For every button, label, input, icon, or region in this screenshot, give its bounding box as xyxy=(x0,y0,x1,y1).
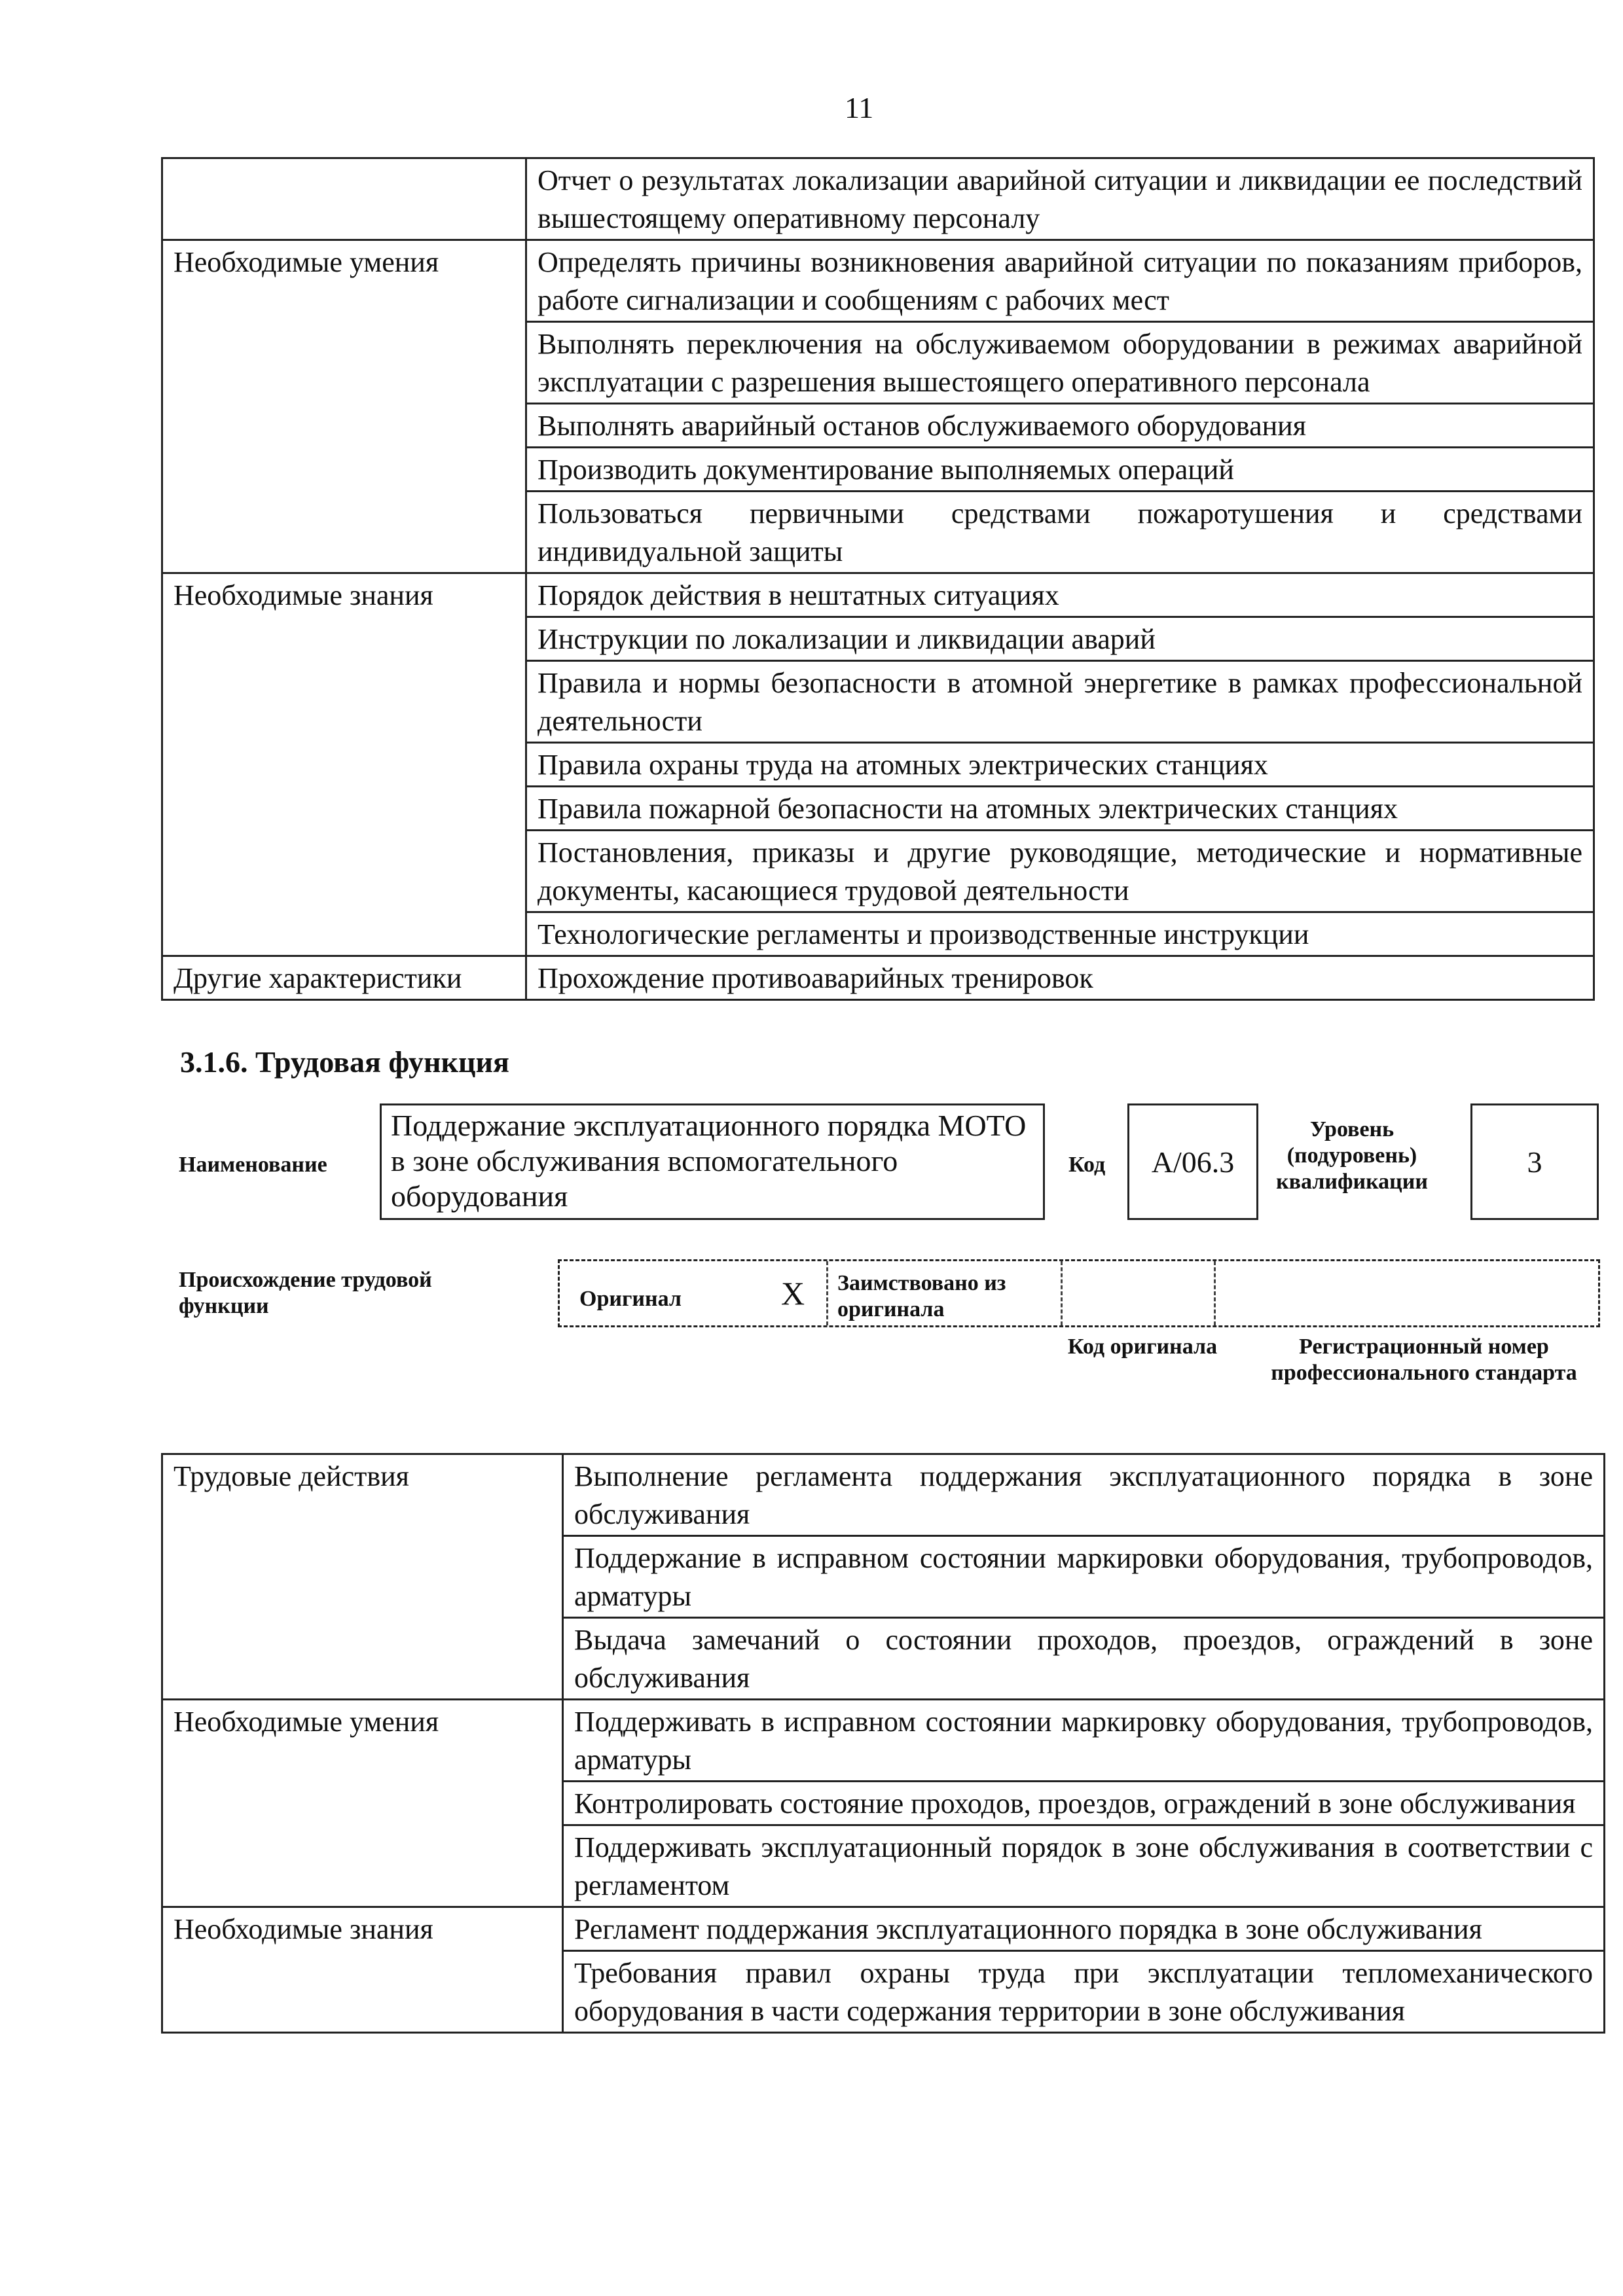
origin-original-cell xyxy=(560,1261,828,1325)
origin-code-cell xyxy=(1063,1261,1216,1325)
section-title: 3.1.6. Трудовая функция xyxy=(180,1045,509,1079)
name-label: Наименование xyxy=(179,1153,327,1177)
table-row xyxy=(162,1700,1605,1782)
row-group-label: Необходимые знания xyxy=(162,1907,563,2033)
row-item-text: Выполнение регламента поддержания эксплуатационного порядка в зоне обслуживания xyxy=(563,1454,1605,1536)
requirements-table-2 xyxy=(161,1453,1605,2034)
reg-number-caption: Регистрационный номер профессионального стандарта xyxy=(1271,1335,1577,1385)
row-item-text: Пользоваться первичными средствами пожаротушения и средствами индивидуальной защиты xyxy=(526,492,1594,573)
borrowed-label: Заимствовано из оригинала xyxy=(837,1271,1006,1321)
row-item-text: Поддерживать эксплуатационный порядок в зоне обслуживания в соответствии с регламентом xyxy=(563,1825,1605,1907)
original-label: Оригинал xyxy=(579,1287,682,1311)
origin-row xyxy=(558,1259,1600,1327)
row-item-text: Правила и нормы безопасности в атомной энергетике в рамках профессиональной деятельности xyxy=(526,661,1594,743)
row-item-text: Прохождение противоаварийных тренировок xyxy=(526,956,1594,1000)
row-item-text: Инструкции по локализации и ликвидации аварий xyxy=(526,617,1594,661)
row-group-label xyxy=(162,158,526,240)
row-group-label: Другие характеристики xyxy=(162,956,526,1000)
row-item-text: Порядок действия в нештатных ситуациях xyxy=(526,573,1594,617)
level-value-box xyxy=(1470,1103,1599,1220)
row-item-text: Требования правил охраны труда при эксплуатации тепломеханического оборудования в части содержания территории в зоне обслуживания xyxy=(563,1951,1605,2033)
row-item-text: Выдача замечаний о состоянии проходов, проездов, ограждений в зоне обслуживания xyxy=(563,1618,1605,1700)
origin-label: Происхождение трудовой функции xyxy=(179,1268,432,1318)
row-group-label: Необходимые умения xyxy=(162,240,526,573)
row-item-text: Выполнять переключения на обслуживаемом оборудовании в режимах аварийной эксплуатации с разрешения вышестоящего оперативного персонала xyxy=(526,322,1594,404)
row-item-text: Постановления, приказы и другие руководящие, методические и нормативные документы, касающиеся трудовой деятельности xyxy=(526,831,1594,912)
page-number: 11 xyxy=(845,91,874,124)
table-row xyxy=(162,573,1594,617)
row-item-text: Производить документирование выполняемых операций xyxy=(526,448,1594,492)
row-item-text: Контролировать состояние проходов, проездов, ограждений в зоне обслуживания xyxy=(563,1782,1605,1825)
level-label: Уровень (подуровень) квалификации xyxy=(1276,1117,1428,1194)
table-row xyxy=(162,1907,1605,1951)
code-label: Код xyxy=(1068,1153,1106,1177)
table-row xyxy=(162,1454,1605,1536)
row-item-text: Правила охраны труда на атомных электрических станциях xyxy=(526,743,1594,787)
row-item-text: Регламент поддержания эксплуатационного порядка в зоне обслуживания xyxy=(563,1907,1605,1951)
name-value-box: Поддержание эксплуатационного порядка МОТО в зоне обслуживания вспомогательного оборудования xyxy=(380,1103,1045,1220)
row-item-text: Выполнять аварийный останов обслуживаемого оборудования xyxy=(526,404,1594,448)
requirements-table-1 xyxy=(161,157,1595,1001)
table-row xyxy=(162,158,1594,240)
orig-code-caption: Код оригинала xyxy=(1067,1335,1218,1359)
original-mark: X xyxy=(781,1275,805,1312)
row-group-label: Необходимые умения xyxy=(162,1700,563,1907)
row-item-text: Правила пожарной безопасности на атомных электрических станциях xyxy=(526,787,1594,831)
origin-reg-cell xyxy=(1216,1261,1598,1325)
row-group-label: Трудовые действия xyxy=(162,1454,563,1700)
code-value-box xyxy=(1127,1103,1258,1220)
row-item-text: Определять причины возникновения аварийной ситуации по показаниям приборов, работе сигнализации и сообщениям с рабочих мест xyxy=(526,240,1594,322)
origin-borrowed-cell xyxy=(828,1261,1063,1325)
row-item-text: Поддержание в исправном состоянии маркировки оборудования, трубопроводов, арматуры xyxy=(563,1536,1605,1618)
table-row xyxy=(162,956,1594,1000)
code-value: А/06.3 xyxy=(1151,1145,1235,1179)
row-item-text: Технологические регламенты и производственные инструкции xyxy=(526,912,1594,956)
table-row xyxy=(162,240,1594,322)
row-item-text: Отчет о результатах локализации аварийной ситуации и ликвидации ее последствий вышестоящему оперативному персоналу xyxy=(526,158,1594,240)
row-item-text: Поддерживать в исправном состоянии маркировку оборудования, трубопроводов, арматуры xyxy=(563,1700,1605,1782)
level-value: 3 xyxy=(1527,1145,1542,1179)
row-group-label: Необходимые знания xyxy=(162,573,526,956)
